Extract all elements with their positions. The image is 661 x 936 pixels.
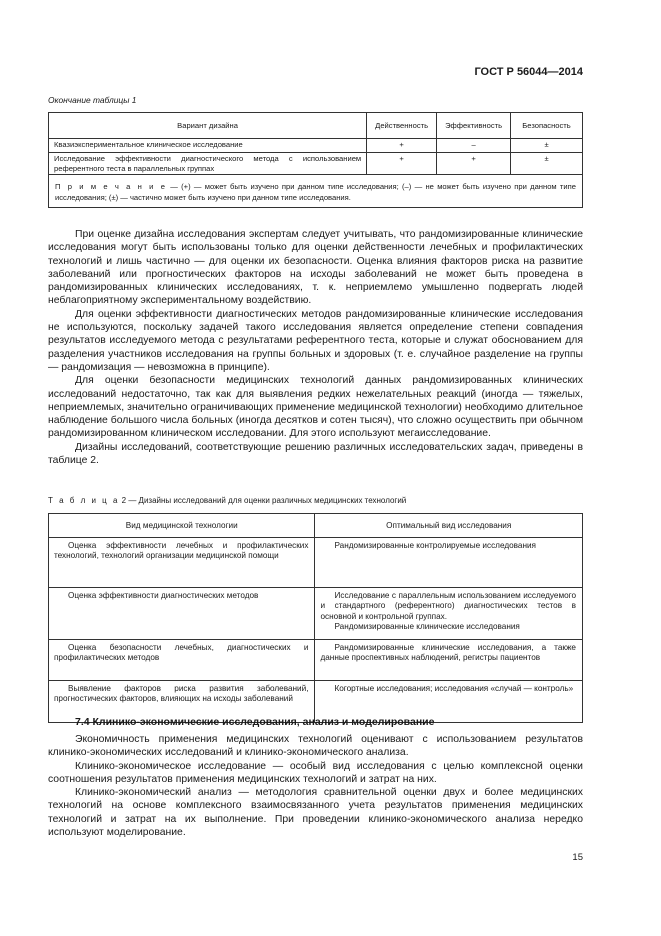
table1-safety-cell: ± [511, 139, 583, 153]
standard-header: ГОСТ Р 56044—2014 [474, 66, 583, 78]
table2-study-text: Рандомизированные клинические исследования [334, 621, 520, 631]
table1-efficiency-cell: – [437, 139, 511, 153]
table2-study-text: Исследование с параллельным использованием исследуемого и стандартного (референтного) диагностических тестов в основной и контрольной группах. [320, 591, 576, 621]
table2-col-tech: Вид медицинской технологии [49, 514, 315, 538]
table1-efficiency-cell: + [437, 153, 511, 175]
table2-tech-cell: Выявление факторов риска развития заболеваний, прогностических факторов, влияющих на исходы заболеваний [49, 681, 315, 723]
table1-efficacy-cell: + [367, 139, 437, 153]
table1-continuation: Окончание таблицы 1 [48, 95, 137, 105]
table-row [49, 538, 583, 588]
body-text-b [48, 733, 583, 839]
table2-tech-cell: Оценка безопасности лечебных, диагностических и профилактических методов [49, 640, 315, 681]
table-row [49, 588, 583, 640]
table2-caption [48, 496, 406, 505]
table2-col-study: Оптимальный вид исследования [315, 514, 583, 538]
paragraph: При оценке дизайна исследования экспертам следует учитывать, что рандомизированные клинические исследования могут быть использованы только для оценки действенности лечебных и профилактических технологий и лишь частично — для оценки их безопасности. Оценка влияния факторов риска на развитие заболеваний или прогностических факторов на исходы заболеваний не может быть проведена в рандомизированных клинических исследованиях, т. к. неприемлемо умышленно подвергать людей неблагоприятному экспериментальному воздействию. [48, 229, 583, 307]
table1-design-cell: Исследование эффективности диагностического метода с использованием референтного теста в параллельных группах [49, 153, 367, 175]
table2-caption-text: 2 — Дизайны исследований для оценки различных медицинских технологий [119, 496, 407, 505]
table1-col-design: Вариант дизайна [49, 113, 367, 139]
table-row [49, 640, 583, 681]
table-2 [48, 513, 583, 723]
paragraph: Дизайны исследований, соответствующие решению различных исследовательских задач, приведены в таблице 2. [48, 441, 583, 467]
page-number: 15 [572, 852, 583, 863]
table1-header-row [49, 113, 583, 139]
paragraph: Клинико-экономическое исследование — особый вид исследования с целью комплексной оценки соотношения результатов применения медицинских технологий и затрат на них. [48, 760, 583, 785]
paragraph: Для оценки безопасности медицинских технологий данных рандомизированных клинических исследований недостаточно, так как для выявления редких нежелательных реакций (иногда — тяжелых, неприемлемых, значительно ограничивающих применение медицинской технологии) необходимо длительное наблюдение большого числа больных (иногда десятков и сотен тысяч), что сложно осуществить при обычном рандомизированном клиническом исследовании. Для этого используют мегаисследование. [48, 375, 583, 440]
section-title: 7.4 Клинико-экономические исследования, анализ и моделирование [75, 716, 435, 728]
table-row [49, 139, 583, 153]
table2-caption-label: Т а б л и ц а [48, 496, 120, 505]
table2-tech-cell: Оценка эффективности диагностических методов [49, 588, 315, 640]
table1-note-row [49, 175, 583, 208]
table-row [49, 153, 583, 175]
table1-safety-cell: ± [511, 153, 583, 175]
paragraph: Для оценки эффективности диагностических методов рандомизированные клинические исследования не используются, поскольку задачей такого исследования является определение степени совпадения результатов исследуемого метода с результатами референтного теста, которые и служат обоснованием для разделения участников исследования на группы больных и здоровых (т. е. случайное разделение на группы — рандомизация — невозможна в принципе). [48, 308, 583, 373]
table1-col-safety: Безопасность [511, 113, 583, 139]
note-label: П р и м е ч а н и е [55, 182, 167, 191]
table1-efficacy-cell: + [367, 153, 437, 175]
table1-design-cell: Квазиэкспериментальное клиническое исследование [49, 139, 367, 153]
table1-note [49, 175, 583, 208]
paragraph: Экономичность применения медицинских технологий оценивают с использованием результатов клинико-экономических исследований и клинико-экономического анализа. [48, 734, 583, 759]
table-1 [48, 112, 583, 208]
table2-study-cell [315, 588, 583, 640]
paragraph: Клинико-экономический анализ — методология сравнительной оценки двух и более медицинских технологий на основе комплексного взаимосвязанного учета результатов применения медицинских технологий и затрат на их выполнение. При проведении клинико-экономического анализа нередко используют моделирование. [48, 787, 583, 839]
table2-study-cell: Когортные исследования; исследования «случай — контроль» [315, 681, 583, 723]
table2-tech-cell: Оценка эффективности лечебных и профилактических технологий, технологий организации медицинской помощи [49, 538, 315, 588]
table2-study-cell: Рандомизированные клинические исследования, а также данные проспективных наблюдений, регистры пациентов [315, 640, 583, 681]
table2-study-cell: Рандомизированные контролируемые исследования [315, 538, 583, 588]
note-text: — (+) — может быть изучено при данном типе исследования; (–) — не может быть изучено при данном типе исследования; (±) — частично может быть изучено при данном типе исследования. [55, 182, 576, 202]
table2-header-row [49, 514, 583, 538]
table1-col-efficacy: Действенность [367, 113, 437, 139]
table1-col-efficiency: Эффективность [437, 113, 511, 139]
body-text-a [48, 228, 583, 467]
